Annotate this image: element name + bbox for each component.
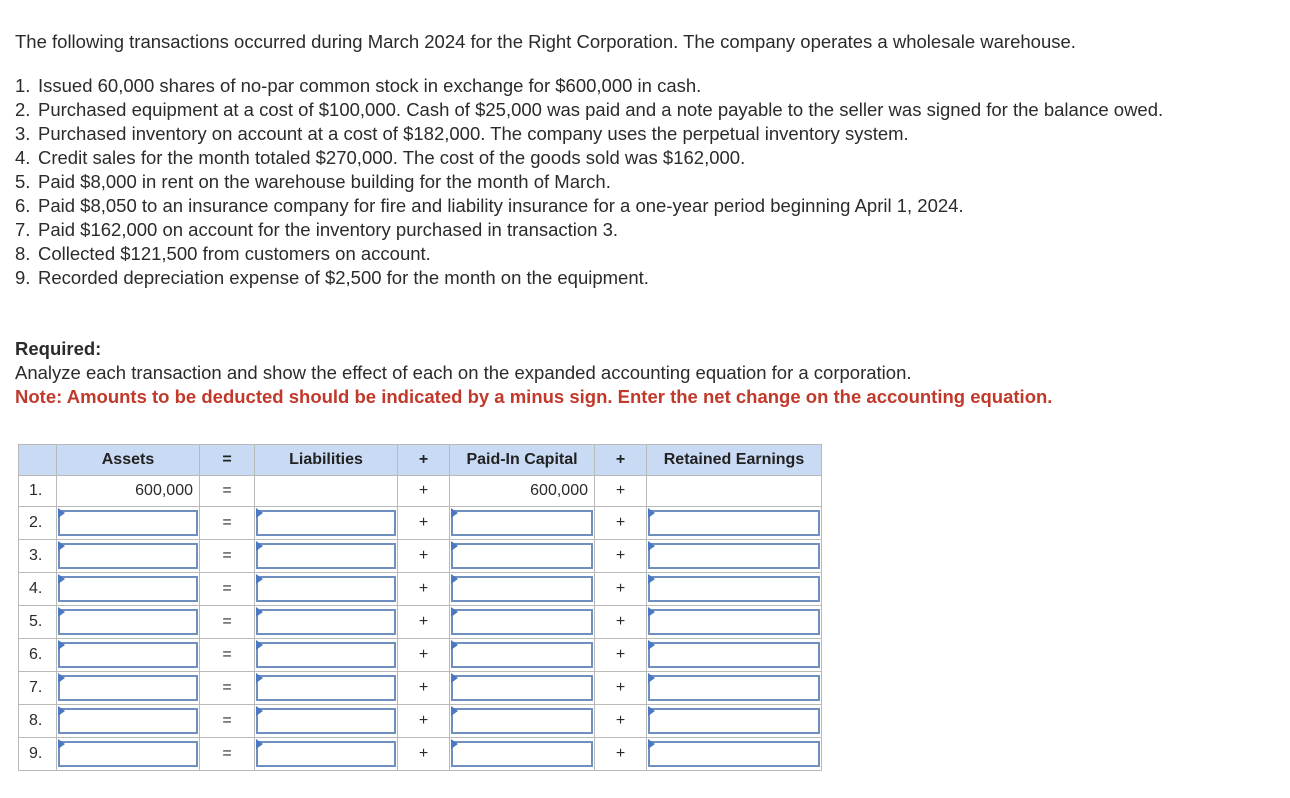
retained-earnings-cell <box>647 606 822 639</box>
transaction-text: Purchased equipment at a cost of $100,000. Cash of $25,000 was paid and a note payable to the seller was signed for the balance owed. <box>38 99 1164 120</box>
equals-sign: = <box>200 573 255 606</box>
equals-sign: = <box>200 639 255 672</box>
input-marker-icon <box>451 541 458 551</box>
retained-earnings-input[interactable] <box>648 510 820 536</box>
input-marker-icon <box>58 640 65 650</box>
paid-in-capital-cell <box>450 738 595 771</box>
accounting-equation-table <box>18 444 822 771</box>
table-row <box>19 672 822 705</box>
assets-header: Assets <box>57 445 200 476</box>
paid-in-capital-input[interactable] <box>451 642 593 668</box>
input-marker-icon <box>451 508 458 518</box>
table-row <box>19 540 822 573</box>
plus-sign: + <box>595 705 647 738</box>
equals-sign: = <box>200 540 255 573</box>
required-text: Analyze each transaction and show the effect of each on the expanded accounting equation for a corporation. <box>15 362 912 383</box>
retained-earnings-input[interactable] <box>648 741 820 767</box>
paid-in-capital-input[interactable] <box>451 543 593 569</box>
retained-earnings-input[interactable] <box>648 675 820 701</box>
transaction-text: Paid $162,000 on account for the inventory purchased in transaction 3. <box>38 219 619 240</box>
assets-cell <box>57 639 200 672</box>
paid-in-capital-cell <box>450 606 595 639</box>
paid-in-capital-cell <box>450 672 595 705</box>
plus-sign: + <box>398 573 450 606</box>
input-marker-icon <box>256 673 263 683</box>
assets-input[interactable] <box>58 741 198 767</box>
paid-in-capital-cell <box>450 540 595 573</box>
input-marker-icon <box>256 706 263 716</box>
input-marker-icon <box>648 574 655 584</box>
assets-input[interactable] <box>58 543 198 569</box>
row-number: 5. <box>19 606 57 639</box>
assets-input[interactable] <box>58 609 198 635</box>
row-number: 4. <box>19 573 57 606</box>
equals-sign: = <box>200 606 255 639</box>
paid-in-capital-input[interactable] <box>451 609 593 635</box>
table-header-row <box>19 445 822 476</box>
liabilities-cell <box>255 507 398 540</box>
input-marker-icon <box>648 607 655 617</box>
assets-cell <box>57 573 200 606</box>
table-row <box>19 507 822 540</box>
plus-sign: + <box>398 639 450 672</box>
transaction-item <box>15 266 1275 290</box>
input-marker-icon <box>58 739 65 749</box>
transaction-item <box>15 194 1275 218</box>
input-marker-icon <box>58 607 65 617</box>
transaction-item <box>15 170 1275 194</box>
liabilities-cell <box>255 705 398 738</box>
liabilities-cell <box>255 639 398 672</box>
plus-sign: + <box>595 738 647 771</box>
table-row <box>19 606 822 639</box>
plus-sign: + <box>398 606 450 639</box>
retained-earnings-header: Retained Earnings <box>647 445 822 476</box>
paid-in-capital-value: 600,000 <box>450 476 595 507</box>
transaction-text: Paid $8,050 to an insurance company for fire and liability insurance for a one-year period beginning April 1, 2024. <box>38 195 964 216</box>
plus-sign: + <box>398 507 450 540</box>
liabilities-input[interactable] <box>256 543 396 569</box>
retained-earnings-cell <box>647 705 822 738</box>
assets-value: 600,000 <box>57 476 200 507</box>
input-marker-icon <box>451 673 458 683</box>
input-marker-icon <box>648 508 655 518</box>
assets-cell <box>57 540 200 573</box>
table-row <box>19 705 822 738</box>
intro-text: The following transactions occurred during March 2024 for the Right Corporation. The company operates a wholesale warehouse. <box>15 31 1076 52</box>
input-marker-icon <box>451 706 458 716</box>
assets-input[interactable] <box>58 510 198 536</box>
transaction-text: Recorded depreciation expense of $2,500 for the month on the equipment. <box>38 267 649 288</box>
assets-cell <box>57 738 200 771</box>
liabilities-cell <box>255 738 398 771</box>
transaction-number: 3. <box>15 123 31 144</box>
assets-input[interactable] <box>58 708 198 734</box>
input-marker-icon <box>58 508 65 518</box>
transaction-item <box>15 98 1275 122</box>
input-marker-icon <box>256 607 263 617</box>
retained-earnings-input[interactable] <box>648 543 820 569</box>
table-row <box>19 738 822 771</box>
liabilities-cell <box>255 540 398 573</box>
transaction-number: 1. <box>15 75 31 96</box>
paid-in-capital-cell <box>450 507 595 540</box>
transaction-text: Credit sales for the month totaled $270,000. The cost of the goods sold was $162,000. <box>38 147 746 168</box>
input-marker-icon <box>256 508 263 518</box>
row-number: 6. <box>19 639 57 672</box>
input-marker-icon <box>648 706 655 716</box>
liabilities-input[interactable] <box>256 510 396 536</box>
assets-cell <box>57 705 200 738</box>
liabilities-value <box>255 476 398 507</box>
equals-sign: = <box>200 476 255 507</box>
retained-earnings-input[interactable] <box>648 576 820 602</box>
equals-header: = <box>200 445 255 476</box>
row-number: 2. <box>19 507 57 540</box>
paid-in-capital-cell <box>450 705 595 738</box>
liabilities-header: Liabilities <box>255 445 398 476</box>
transaction-number: 9. <box>15 267 31 288</box>
liabilities-input[interactable] <box>256 609 396 635</box>
input-marker-icon <box>58 574 65 584</box>
row-number: 7. <box>19 672 57 705</box>
liabilities-input[interactable] <box>256 708 396 734</box>
paid-in-capital-cell <box>450 573 595 606</box>
plus-header: + <box>398 445 450 476</box>
row-number: 1. <box>19 476 57 507</box>
input-marker-icon <box>648 541 655 551</box>
retained-earnings-cell <box>647 507 822 540</box>
transaction-item <box>15 122 1275 146</box>
retained-earnings-input[interactable] <box>648 708 820 734</box>
equals-sign: = <box>200 705 255 738</box>
transaction-number: 2. <box>15 99 31 120</box>
plus-sign: + <box>398 476 450 507</box>
assets-cell <box>57 606 200 639</box>
plus-sign: + <box>595 606 647 639</box>
input-marker-icon <box>256 541 263 551</box>
transaction-item <box>15 242 1275 266</box>
input-marker-icon <box>58 706 65 716</box>
retained-earnings-cell <box>647 672 822 705</box>
equals-sign: = <box>200 738 255 771</box>
transaction-number: 5. <box>15 171 31 192</box>
plus-sign: + <box>398 672 450 705</box>
paid-in-capital-cell <box>450 639 595 672</box>
input-marker-icon <box>451 607 458 617</box>
plus-header: + <box>595 445 647 476</box>
transaction-number: 6. <box>15 195 31 216</box>
table-row <box>19 573 822 606</box>
retained-earnings-cell <box>647 540 822 573</box>
row-number: 9. <box>19 738 57 771</box>
transaction-number: 8. <box>15 243 31 264</box>
plus-sign: + <box>595 639 647 672</box>
retained-earnings-cell <box>647 738 822 771</box>
paid-in-capital-input[interactable] <box>451 741 593 767</box>
assets-input[interactable] <box>58 675 198 701</box>
row-number-header <box>19 445 57 476</box>
transaction-list <box>15 74 1275 290</box>
transaction-item <box>15 146 1275 170</box>
retained-earnings-value <box>647 476 822 507</box>
paid-in-capital-input[interactable] <box>451 675 593 701</box>
liabilities-cell <box>255 672 398 705</box>
plus-sign: + <box>398 705 450 738</box>
transaction-item <box>15 74 1275 98</box>
note-text: Note: Amounts to be deducted should be indicated by a minus sign. Enter the net change on the accounting equation. <box>15 386 1053 407</box>
transaction-text: Purchased inventory on account at a cost of $182,000. The company uses the perpetual inventory system. <box>38 123 909 144</box>
transaction-text: Paid $8,000 in rent on the warehouse building for the month of March. <box>38 171 611 192</box>
transaction-text: Collected $121,500 from customers on account. <box>38 243 431 264</box>
input-marker-icon <box>648 739 655 749</box>
required-heading: Required: <box>15 338 102 359</box>
input-marker-icon <box>58 673 65 683</box>
paid-in-capital-input[interactable] <box>451 708 593 734</box>
assets-cell <box>57 672 200 705</box>
plus-sign: + <box>398 540 450 573</box>
table-row <box>19 476 822 507</box>
assets-cell <box>57 507 200 540</box>
paid-in-capital-header: Paid-In Capital <box>450 445 595 476</box>
liabilities-input[interactable] <box>256 741 396 767</box>
equals-sign: = <box>200 672 255 705</box>
plus-sign: + <box>595 476 647 507</box>
liabilities-input[interactable] <box>256 675 396 701</box>
table-row <box>19 639 822 672</box>
input-marker-icon <box>451 739 458 749</box>
liabilities-cell <box>255 573 398 606</box>
liabilities-input[interactable] <box>256 642 396 668</box>
plus-sign: + <box>595 507 647 540</box>
input-marker-icon <box>648 673 655 683</box>
transaction-text: Issued 60,000 shares of no-par common stock in exchange for $600,000 in cash. <box>38 75 702 96</box>
assets-input[interactable] <box>58 642 198 668</box>
plus-sign: + <box>595 540 647 573</box>
transaction-item <box>15 218 1275 242</box>
retained-earnings-input[interactable] <box>648 609 820 635</box>
transaction-number: 4. <box>15 147 31 168</box>
retained-earnings-input[interactable] <box>648 642 820 668</box>
plus-sign: + <box>595 672 647 705</box>
paid-in-capital-input[interactable] <box>451 576 593 602</box>
input-marker-icon <box>58 541 65 551</box>
paid-in-capital-input[interactable] <box>451 510 593 536</box>
retained-earnings-cell <box>647 639 822 672</box>
input-marker-icon <box>256 574 263 584</box>
assets-input[interactable] <box>58 576 198 602</box>
input-marker-icon <box>256 640 263 650</box>
retained-earnings-cell <box>647 573 822 606</box>
transaction-number: 7. <box>15 219 31 240</box>
liabilities-input[interactable] <box>256 576 396 602</box>
liabilities-cell <box>255 606 398 639</box>
input-marker-icon <box>451 574 458 584</box>
equals-sign: = <box>200 507 255 540</box>
row-number: 8. <box>19 705 57 738</box>
row-number: 3. <box>19 540 57 573</box>
plus-sign: + <box>398 738 450 771</box>
input-marker-icon <box>451 640 458 650</box>
plus-sign: + <box>595 573 647 606</box>
input-marker-icon <box>648 640 655 650</box>
input-marker-icon <box>256 739 263 749</box>
